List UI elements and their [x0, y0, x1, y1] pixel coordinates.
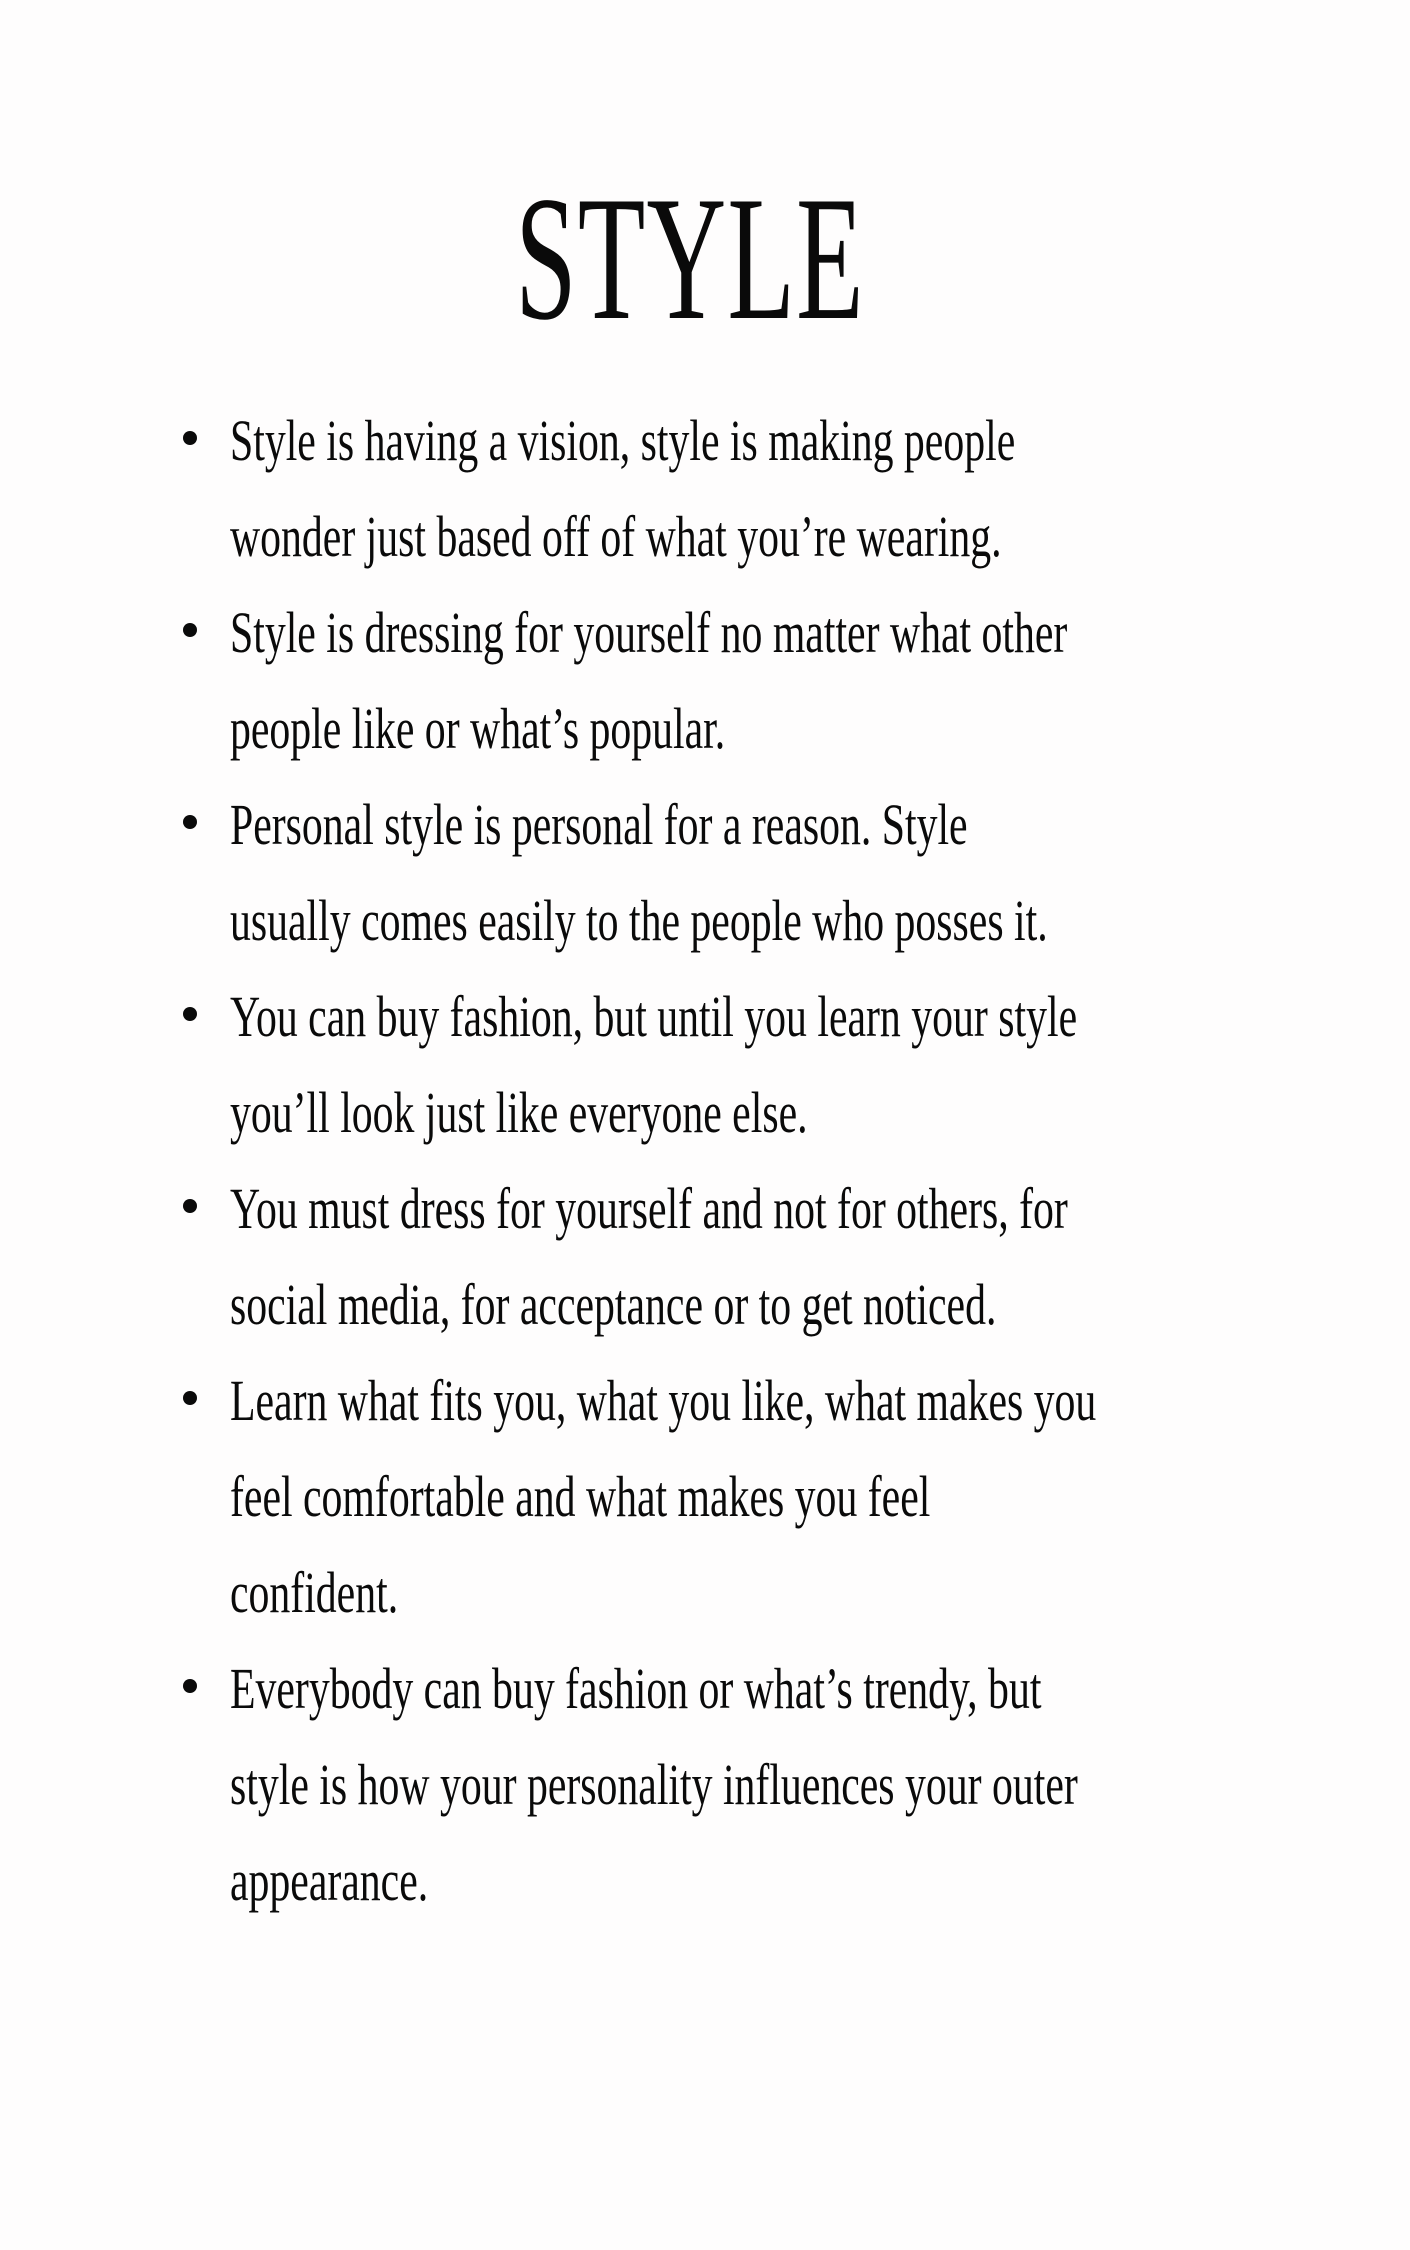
list-item-text: Style is dressing for yourself no matter what other people like or what’s popular.	[230, 600, 1068, 761]
list-item	[180, 585, 1300, 777]
list-item-text: You can buy fashion, but until you learn your style you’ll look just like everyone else.	[230, 984, 1078, 1145]
bullet-list	[180, 393, 1300, 1929]
list-item	[180, 1641, 1300, 1929]
bullet-icon	[183, 815, 197, 829]
bullet-icon	[183, 1199, 197, 1213]
list-item-text: Personal style is personal for a reason. Style usually comes easily to the people who posses it.	[230, 792, 1048, 953]
list-item-text: Everybody can buy fashion or what’s trendy, but style is how your personality influences your outer appearance.	[230, 1656, 1078, 1913]
list-item-text: Style is having a vision, style is making people wonder just based off of what you’re wearing.	[230, 408, 1016, 569]
bullet-icon	[183, 431, 197, 445]
bullet-icon	[183, 623, 197, 637]
list-item	[180, 1161, 1300, 1353]
list-item	[180, 777, 1300, 969]
list-item	[180, 1353, 1300, 1641]
bullet-icon	[183, 1007, 197, 1021]
bullet-icon	[183, 1679, 197, 1693]
list-item-text: You must dress for yourself and not for others, for social media, for acceptance or to get noticed.	[230, 1176, 1068, 1337]
list-item	[180, 393, 1300, 585]
list-item-text: Learn what fits you, what you like, what makes you feel comfortable and what makes you feel confident.	[230, 1368, 1097, 1625]
list-item	[180, 969, 1300, 1161]
page-title: STYLE	[515, 159, 865, 357]
bullet-icon	[183, 1391, 197, 1405]
